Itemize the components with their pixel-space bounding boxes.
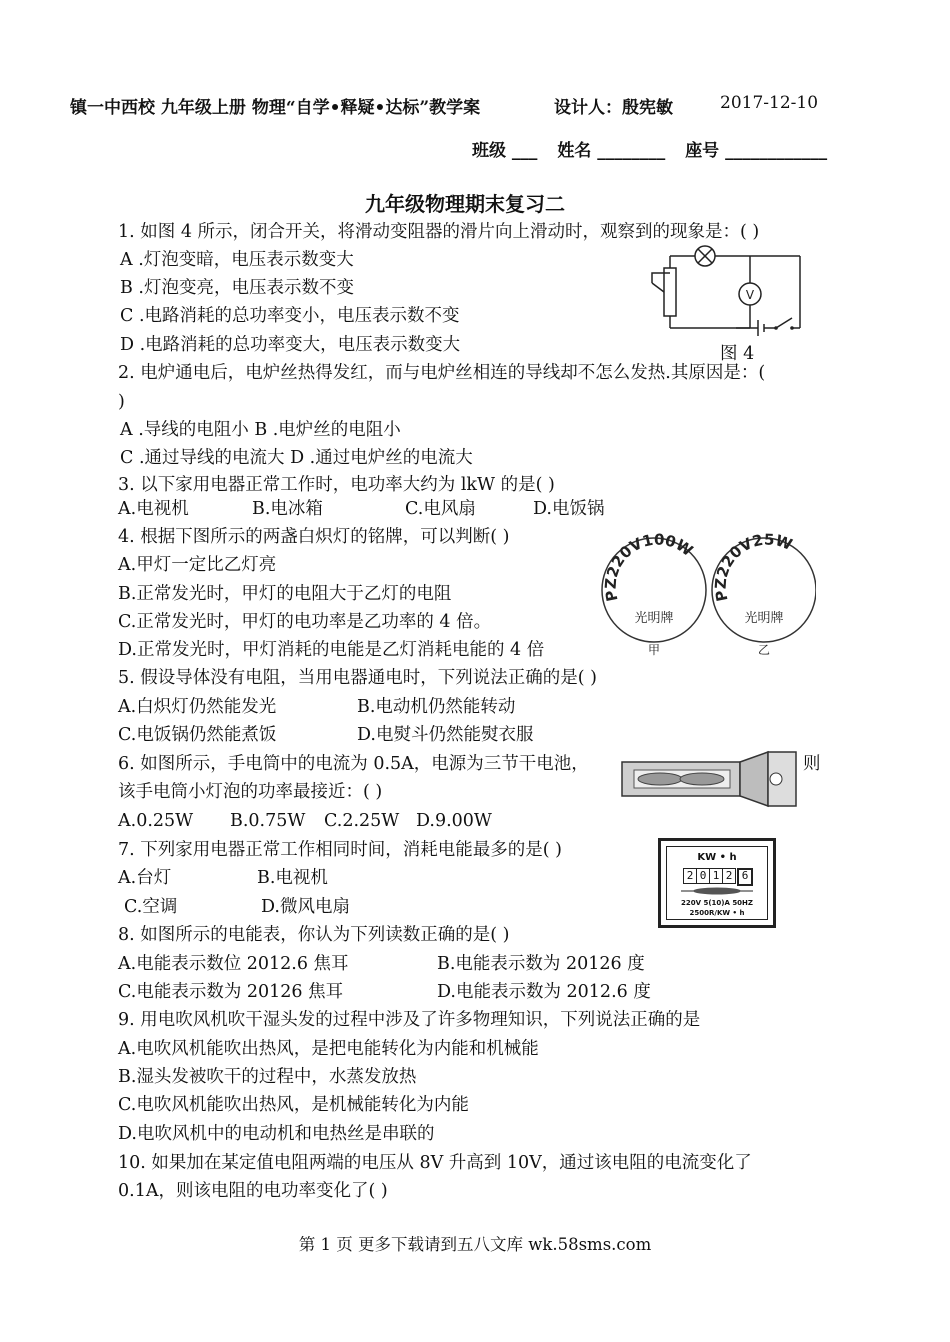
meter-digit-decimal: 6 [737, 868, 753, 886]
q1-option-c: C .电路消耗的总功率变小，电压表示数不变 [120, 306, 460, 326]
q9-option-c: C.电吹风机能吹出热风，是机械能转化为内能 [118, 1095, 469, 1115]
page-footer: 第 1 页 更多下载请到五八文库 wk.58sms.com [298, 1235, 652, 1254]
q8-stem: 8. 如图所示的电能表，你认为下列读数正确的是( ) [118, 925, 510, 945]
meter-digit: 1 [710, 868, 723, 884]
meter-digits [683, 868, 753, 886]
q4-option-a: A.甲灯一定比乙灯亮 [118, 555, 277, 575]
q7-option-a: A.台灯 [118, 868, 172, 888]
meter-disc [681, 885, 753, 897]
q5-stem: 5. 假设导体没有电阻，当用电器通电时，下列说法正确的是( ) [118, 668, 597, 688]
rheostat-symbol [664, 268, 676, 316]
q2-options-cd: C .通过导线的电流大 D .通过电炉丝的电流大 [120, 448, 473, 468]
lamp1-brand: 光明牌 [634, 611, 674, 626]
q9-option-b: B.湿头发被吹干的过程中，水蒸发放热 [118, 1067, 417, 1087]
q3-option-d: D.电饭锅 [533, 499, 605, 519]
q1-option-a: A .灯泡变暗，电压表示数变大 [120, 250, 354, 270]
meter-digit: 2 [683, 868, 697, 884]
q6-option-d: D.9.00W [416, 811, 492, 831]
seat-label: 座号 [685, 141, 720, 161]
q2-options-ab: A .导线的电阻小 B .电炉丝的电阻小 [120, 420, 401, 440]
flashlight-figure [620, 748, 800, 808]
q4-option-c: C.正常发光时，甲灯的电功率是乙功率的 4 倍。 [118, 612, 492, 632]
q7-option-b: B.电视机 [257, 868, 328, 888]
q2-stem: 2. 电炉通电后，电炉丝热得发红，而与电炉丝相连的导线却不怎么发热.其原因是：( [118, 363, 766, 383]
q9-option-a: A.电吹风机能吹出热风，是把电能转化为内能和机械能 [118, 1039, 539, 1059]
q5-option-b: B.电动机仍然能转动 [357, 697, 516, 717]
q10-stem: 10. 如果加在某定值电阻两端的电压从 8V 升高到 10V，通过该电阻的电流变化了 [118, 1153, 752, 1173]
q6-option-b: B.0.75W [230, 811, 306, 831]
q6-stem: 6. 如图所示，手电筒中的电流为 0.5A，电源为三节干电池， [118, 754, 589, 774]
lamp2-rating: PZ220V25W [711, 530, 795, 603]
q6-stem-tail: 则 [803, 754, 821, 774]
q1-stem: 1. 如图 4 所示，闭合开关，将滑动变阻器的滑片向上滑动时，观察到的现象是：( ) [118, 222, 760, 242]
meter-spec-1: 220V 5(10)A 50HZ [680, 899, 753, 907]
q10-stem-cont: 0.1A，则该电阻的电功率变化了( ) [118, 1181, 388, 1201]
q5-option-a: A.白炽灯仍然能发光 [118, 697, 277, 717]
q1-option-d: D .电路消耗的总功率变大，电压表示数变大 [120, 335, 461, 355]
switch-lever [776, 318, 792, 328]
lamp2-brand: 光明牌 [744, 611, 784, 626]
q9-option-d: D.电吹风机中的电动机和电热丝是串联的 [118, 1124, 435, 1144]
lamp1-label: 甲 [647, 643, 661, 657]
lamp1-rating: PZ220V100W [601, 530, 697, 603]
fig4-caption: 图 4 [720, 344, 755, 364]
energy-meter [658, 838, 776, 928]
lamp-nameplates [596, 530, 816, 658]
lamp2-label: 乙 [757, 643, 771, 657]
q4-option-b: B.正常发光时，甲灯的电阻大于乙灯的电阻 [118, 584, 452, 604]
q8-option-c: C.电能表示数为 20126 焦耳 [118, 982, 344, 1002]
q7-option-c: C.空调 [124, 897, 178, 917]
q8-option-a: A.电能表示数位 2012.6 焦耳 [118, 954, 349, 974]
seat-blank: ____________ [725, 141, 828, 161]
name-label: 姓名 [557, 141, 592, 161]
q4-stem: 4. 根据下图所示的两盏白炽灯的铭牌，可以判断( ) [118, 527, 510, 547]
class-blank: ___ [511, 141, 538, 161]
bulb-icon [770, 773, 782, 785]
meter-unit: KW • h [697, 852, 737, 863]
q6-stem-cont: 该手电筒小灯泡的功率最接近：( ) [118, 782, 383, 802]
page-title: 九年级物理期末复习二 [365, 192, 565, 216]
q7-option-d: D.微风电扇 [261, 897, 350, 917]
q8-option-b: B.电能表示数为 20126 度 [437, 954, 645, 974]
q6-option-a: A.0.25W [118, 811, 194, 831]
class-field [472, 136, 827, 161]
battery-2 [680, 773, 724, 785]
meter-spec-2: 2500R/KW • h [689, 909, 745, 917]
q4-option-d: D.正常发光时，甲灯消耗的电能是乙灯消耗电能的 4 倍 [118, 640, 545, 660]
q3-stem: 3. 以下家用电器正常工作时，电功率大约为 lkW 的是( ) [118, 475, 555, 495]
header-date: 2017-12-10 [720, 93, 819, 113]
voltmeter-label: V [745, 288, 755, 302]
name-blank: ________ [597, 141, 666, 161]
q2-stem-cont: ) [118, 392, 125, 412]
q3-option-a: A.电视机 [118, 499, 189, 519]
battery-1 [638, 773, 682, 785]
q6-option-c: C.2.25W [324, 811, 400, 831]
meter-digit: 0 [697, 868, 710, 884]
class-label: 班级 [472, 141, 506, 161]
q5-option-d: D.电熨斗仍然能熨衣服 [357, 725, 534, 745]
q1-option-b: B .灯泡变亮，电压表示数不变 [120, 278, 354, 298]
q8-option-d: D.电能表示数为 2012.6 度 [437, 982, 651, 1002]
flashlight-head [740, 752, 768, 806]
q3-option-c: C.电风扇 [405, 499, 476, 519]
q3-option-b: B.电冰箱 [252, 499, 323, 519]
header-school-line: 镇一中西校 九年级上册 物理“自学•释疑•达标”教学案 [70, 98, 481, 118]
q7-stem: 7. 下列家用电器正常工作相同时间，消耗电能最多的是( ) [118, 840, 562, 860]
q9-stem: 9. 用电吹风机吹干湿头发的过程中涉及了许多物理知识，下列说法正确的是 [118, 1010, 701, 1030]
q5-option-c: C.电饭锅仍然能煮饭 [118, 725, 277, 745]
meter-digit: 2 [723, 868, 736, 884]
header-designer: 设计人：殷宪敏 [554, 98, 673, 118]
